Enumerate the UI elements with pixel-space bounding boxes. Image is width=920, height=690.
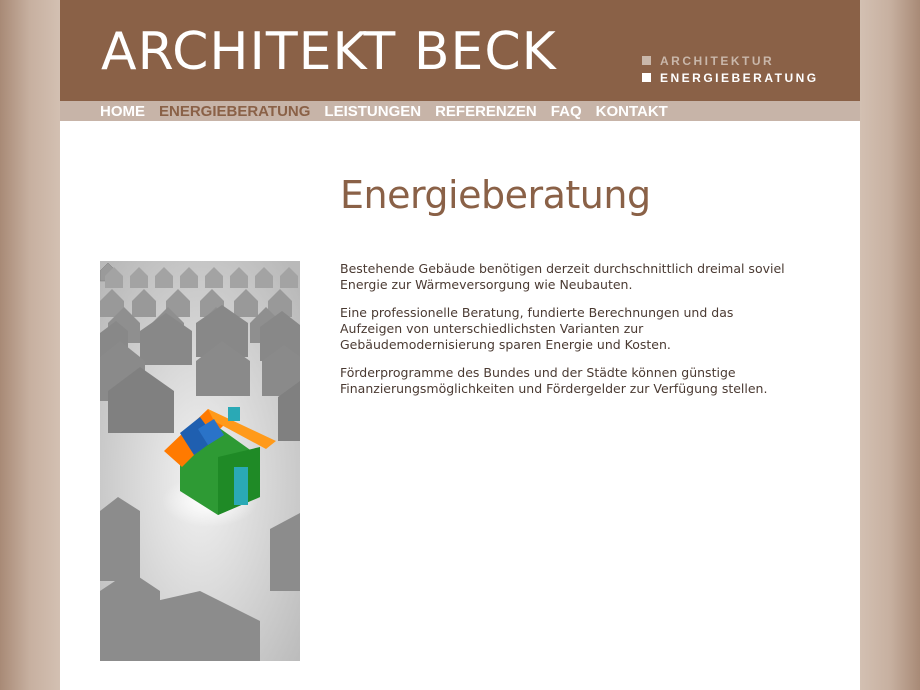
energy-house-image [100, 261, 300, 661]
tagline [642, 52, 819, 86]
nav-item-leistungen[interactable]: LEISTUNGEN [324, 102, 422, 120]
tagline-energieberatung-label: ENERGIEBERATUNG [660, 70, 819, 85]
nav-item-kontakt[interactable]: KONTAKT [595, 102, 668, 120]
square-icon [642, 73, 651, 82]
page-container [60, 0, 860, 690]
nav-item-faq[interactable]: FAQ [550, 102, 582, 120]
paragraph-2: Eine professionelle Beratung, fundierte Berechnungen und das Aufzeigen von unterschiedlichsten Varianten zur Gebäudemodernisierung sparen Energie und Kosten. [340, 305, 734, 352]
nav-item-energieberatung[interactable]: ENERGIEBERATUNG [159, 102, 311, 120]
tagline-architektur [642, 52, 819, 69]
paragraph-1: Bestehende Gebäude benötigen derzeit durchschnittlich dreimal soviel Energie zur Wärmeversorgung wie Neubauten. [340, 261, 785, 292]
main-navigation [60, 101, 860, 121]
page-title: Energieberatung [340, 173, 651, 217]
tagline-energieberatung [642, 69, 819, 86]
site-header [60, 0, 860, 101]
tagline-architektur-label: ARCHITEKTUR [660, 53, 775, 68]
site-logo[interactable]: ARCHITEKT BECK [101, 22, 557, 82]
content-text [340, 261, 790, 409]
energy-house-illustration-icon [100, 261, 300, 661]
nav-item-home[interactable]: HOME [100, 102, 145, 120]
nav-item-referenzen[interactable]: REFERENZEN [435, 102, 537, 120]
paragraph-3: Förderprogramme des Bundes und der Städte können günstige Finanzierungsmöglichkeiten und Fördergelder zur Verfügung stellen. [340, 365, 768, 396]
square-icon [642, 56, 651, 65]
